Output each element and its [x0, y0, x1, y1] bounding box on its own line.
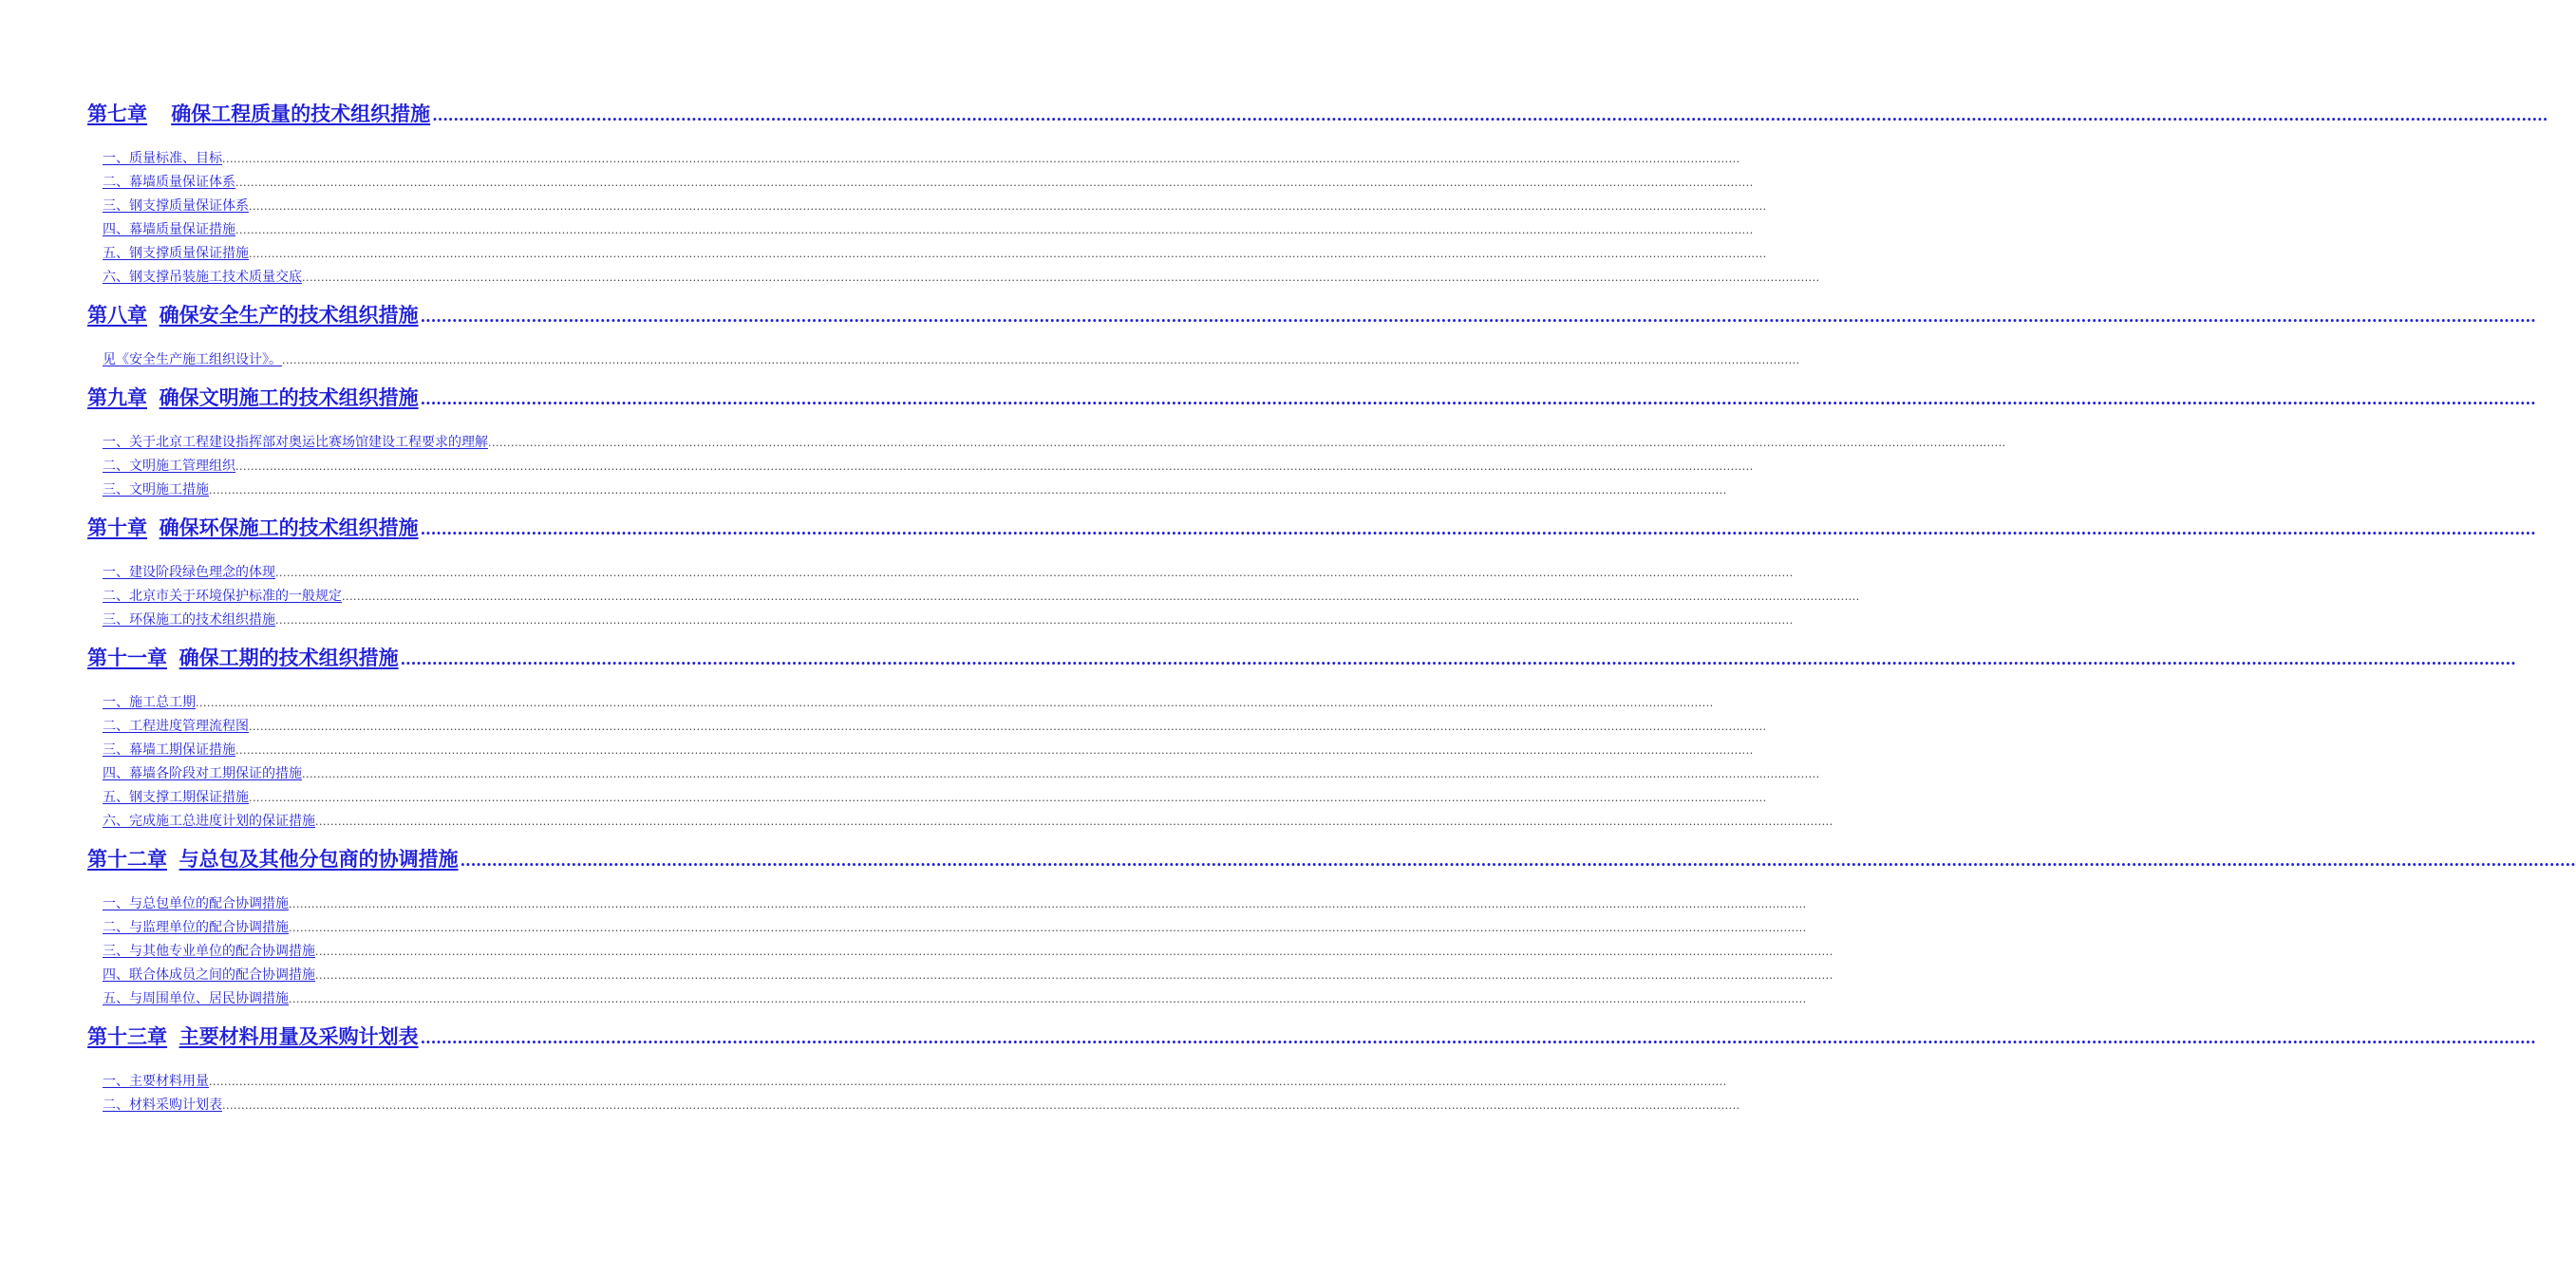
dot-leader: ................................................................................................................................................................................................................................................................................................................................................................................................................	[222, 153, 1740, 165]
toc-section-title: 五、钢支撑质量保证措施	[103, 246, 249, 261]
chapter-number: 第八章	[87, 303, 147, 327]
toc-section-title: 二、材料采购计划表	[103, 1098, 222, 1113]
toc-section-list	[87, 421, 2006, 509]
dot-leader: ................................................................................................................................................................................................................................................................................................................................................................................................................	[235, 177, 1754, 189]
toc-section-link[interactable]	[103, 196, 1767, 219]
toc-section-title: 四、幕墙质量保证措施	[103, 222, 235, 237]
toc-section-list	[87, 338, 1800, 379]
toc-section-title: 一、建设阶段绿色理念的体现	[103, 565, 275, 580]
dot-leader: ................................................................................................................................................................................................................................................................................................................................................................................................................	[289, 993, 1807, 1005]
toc-section-link[interactable]	[103, 586, 1860, 610]
toc-section-title: 五、钢支撑工期保证措施	[103, 790, 249, 805]
dot-leader: ................................................................................................................................................................................................................................................................................................................................................................................................................	[400, 650, 2516, 668]
toc-section-link[interactable]	[103, 349, 1800, 373]
dot-leader: ................................................................................................................................................................................................................................................................................................................................................................................................................	[249, 792, 1767, 804]
chapter-number: 第十章	[87, 516, 147, 539]
dot-leader: ................................................................................................................................................................................................................................................................................................................................................................................................................	[209, 484, 1727, 497]
dot-leader: ................................................................................................................................................................................................................................................................................................................................................................................................................	[420, 308, 2536, 326]
dot-leader: ................................................................................................................................................................................................................................................................................................................................................................................................................	[342, 591, 1860, 603]
chapter-title: 确保工程质量的技术组织措施	[171, 102, 431, 125]
toc-section-list	[87, 551, 1860, 639]
toc-section-link[interactable]	[103, 1095, 1740, 1118]
toc-section-list	[87, 137, 1820, 296]
toc-chapter-link[interactable]	[87, 1018, 2536, 1060]
dot-leader: ................................................................................................................................................................................................................................................................................................................................................................................................................	[488, 437, 2006, 449]
toc-chapter-title	[87, 99, 430, 127]
dot-leader: ................................................................................................................................................................................................................................................................................................................................................................................................................	[275, 614, 1794, 627]
toc-section-list	[87, 882, 1833, 1018]
toc-section-list	[87, 681, 1833, 840]
toc-section-link[interactable]	[103, 243, 1767, 267]
toc-chapter	[87, 639, 2516, 840]
toc-section-link[interactable]	[103, 172, 1754, 196]
dot-leader: ................................................................................................................................................................................................................................................................................................................................................................................................................	[249, 721, 1767, 733]
toc-section-link[interactable]	[103, 893, 1807, 917]
toc-section-link[interactable]	[103, 740, 1754, 763]
chapter-number: 第十三章	[87, 1024, 167, 1048]
toc-section-title: 六、完成施工总进度计划的保证措施	[103, 814, 315, 829]
toc-chapter-link[interactable]	[87, 509, 2536, 551]
dot-leader: ................................................................................................................................................................................................................................................................................................................................................................................................................	[275, 567, 1794, 579]
toc-section-title: 三、钢支撑质量保证体系	[103, 198, 249, 214]
dot-leader: ................................................................................................................................................................................................................................................................................................................................................................................................................	[289, 898, 1807, 910]
chapter-title: 确保环保施工的技术组织措施	[159, 516, 419, 539]
toc-section-title: 三、与其他专业单位的配合协调措施	[103, 944, 315, 959]
dot-leader: ................................................................................................................................................................................................................................................................................................................................................................................................................	[315, 946, 1833, 958]
toc-section-title: 二、北京市关于环境保护标准的一般规定	[103, 589, 342, 604]
toc-section-link[interactable]	[103, 219, 1754, 243]
toc-section-title: 四、幕墙各阶段对工期保证的措施	[103, 766, 302, 781]
dot-leader: ................................................................................................................................................................................................................................................................................................................................................................................................................	[420, 390, 2536, 408]
chapter-title: 与总包及其他分包商的协调措施	[179, 847, 459, 871]
toc-chapter-link[interactable]	[87, 379, 2536, 421]
toc-section-link[interactable]	[103, 965, 1833, 988]
toc-section-title: 二、文明施工管理组织	[103, 459, 235, 474]
toc-chapter-link[interactable]	[87, 639, 2516, 681]
chapter-title: 确保工期的技术组织措施	[179, 646, 399, 669]
toc-section-list	[87, 1060, 1740, 1124]
toc-chapter	[87, 840, 2576, 1018]
toc-chapter-title	[87, 300, 419, 328]
dot-leader: ................................................................................................................................................................................................................................................................................................................................................................................................................	[289, 922, 1807, 934]
toc-chapter-title	[87, 383, 419, 411]
toc-section-title: 四、联合体成员之间的配合协调措施	[103, 967, 315, 983]
toc-section-link[interactable]	[103, 988, 1807, 1012]
dot-leader: ................................................................................................................................................................................................................................................................................................................................................................................................................	[432, 106, 2548, 124]
toc-section-link[interactable]	[103, 610, 1794, 633]
toc-section-title: 一、与总包单位的配合协调措施	[103, 896, 289, 911]
toc-section-title: 见《安全生产施工组织设计》。	[103, 352, 282, 367]
toc-section-title: 三、环保施工的技术组织措施	[103, 612, 275, 628]
toc-section-link[interactable]	[103, 917, 1807, 941]
toc-chapter	[87, 95, 2548, 296]
dot-leader: ................................................................................................................................................................................................................................................................................................................................................................................................................	[282, 354, 1800, 366]
toc-chapter	[87, 296, 2536, 379]
toc-section-link[interactable]	[103, 716, 1767, 740]
chapter-title: 主要材料用量及采购计划表	[179, 1024, 419, 1048]
toc-section-link[interactable]	[103, 148, 1740, 172]
toc-section-link[interactable]	[103, 432, 2006, 456]
toc-chapter-link[interactable]	[87, 840, 2576, 882]
chapter-title: 确保文明施工的技术组织措施	[159, 385, 419, 409]
toc-section-title: 一、质量标准、目标	[103, 151, 222, 166]
toc-section-link[interactable]	[103, 811, 1833, 835]
dot-leader: ................................................................................................................................................................................................................................................................................................................................................................................................................	[249, 200, 1767, 213]
toc-section-link[interactable]	[103, 1071, 1727, 1095]
toc-section-link[interactable]	[103, 941, 1833, 965]
toc-section-link[interactable]	[103, 479, 1727, 503]
toc-section-title: 三、文明施工措施	[103, 482, 209, 497]
dot-leader: ................................................................................................................................................................................................................................................................................................................................................................................................................	[420, 520, 2536, 538]
table-of-contents	[87, 95, 2576, 1124]
dot-leader: ................................................................................................................................................................................................................................................................................................................................................................................................................	[235, 224, 1754, 236]
toc-chapter-link[interactable]	[87, 296, 2536, 338]
toc-chapter-title	[87, 844, 459, 873]
toc-chapter-title	[87, 513, 419, 541]
chapter-number: 第九章	[87, 385, 147, 409]
toc-section-title: 一、主要材料用量	[103, 1074, 209, 1089]
chapter-number: 第十二章	[87, 847, 167, 871]
toc-section-link[interactable]	[103, 763, 1820, 787]
toc-chapter-title	[87, 1022, 419, 1050]
chapter-number: 第七章	[87, 102, 147, 125]
toc-section-link[interactable]	[103, 456, 1754, 479]
dot-leader: ................................................................................................................................................................................................................................................................................................................................................................................................................	[235, 744, 1754, 757]
toc-section-title: 一、施工总工期	[103, 695, 196, 710]
toc-section-title: 二、与监理单位的配合协调措施	[103, 920, 289, 935]
toc-section-title: 二、幕墙质量保证体系	[103, 175, 235, 190]
dot-leader: ................................................................................................................................................................................................................................................................................................................................................................................................................	[209, 1076, 1727, 1088]
toc-section-link[interactable]	[103, 787, 1767, 811]
toc-chapter	[87, 509, 2536, 639]
toc-chapter-title	[87, 643, 399, 671]
toc-section-title: 五、与周围单位、居民协调措施	[103, 991, 289, 1006]
toc-section-link[interactable]	[103, 692, 1714, 716]
dot-leader: ................................................................................................................................................................................................................................................................................................................................................................................................................	[460, 852, 2576, 870]
chapter-title: 确保安全生产的技术组织措施	[159, 303, 419, 327]
dot-leader: ................................................................................................................................................................................................................................................................................................................................................................................................................	[302, 272, 1820, 284]
toc-section-link[interactable]	[103, 562, 1794, 586]
dot-leader: ................................................................................................................................................................................................................................................................................................................................................................................................................	[315, 969, 1833, 982]
dot-leader: ................................................................................................................................................................................................................................................................................................................................................................................................................	[420, 1029, 2536, 1047]
toc-chapter	[87, 379, 2536, 509]
dot-leader: ................................................................................................................................................................................................................................................................................................................................................................................................................	[315, 816, 1833, 828]
toc-section-title: 二、工程进度管理流程图	[103, 719, 249, 734]
toc-section-title: 六、钢支撑吊装施工技术质量交底	[103, 270, 302, 285]
dot-leader: ................................................................................................................................................................................................................................................................................................................................................................................................................	[302, 768, 1820, 780]
toc-section-title: 三、幕墙工期保证措施	[103, 742, 235, 758]
dot-leader: ................................................................................................................................................................................................................................................................................................................................................................................................................	[196, 697, 1714, 709]
toc-section-title: 一、关于北京工程建设指挥部对奥运比赛场馆建设工程要求的理解	[103, 435, 488, 450]
dot-leader: ................................................................................................................................................................................................................................................................................................................................................................................................................	[222, 1099, 1740, 1112]
chapter-number: 第十一章	[87, 646, 167, 669]
toc-section-link[interactable]	[103, 267, 1820, 291]
toc-chapter	[87, 1018, 2536, 1124]
dot-leader: ................................................................................................................................................................................................................................................................................................................................................................................................................	[235, 460, 1754, 473]
toc-chapter-link[interactable]	[87, 95, 2548, 137]
dot-leader: ................................................................................................................................................................................................................................................................................................................................................................................................................	[249, 248, 1767, 260]
